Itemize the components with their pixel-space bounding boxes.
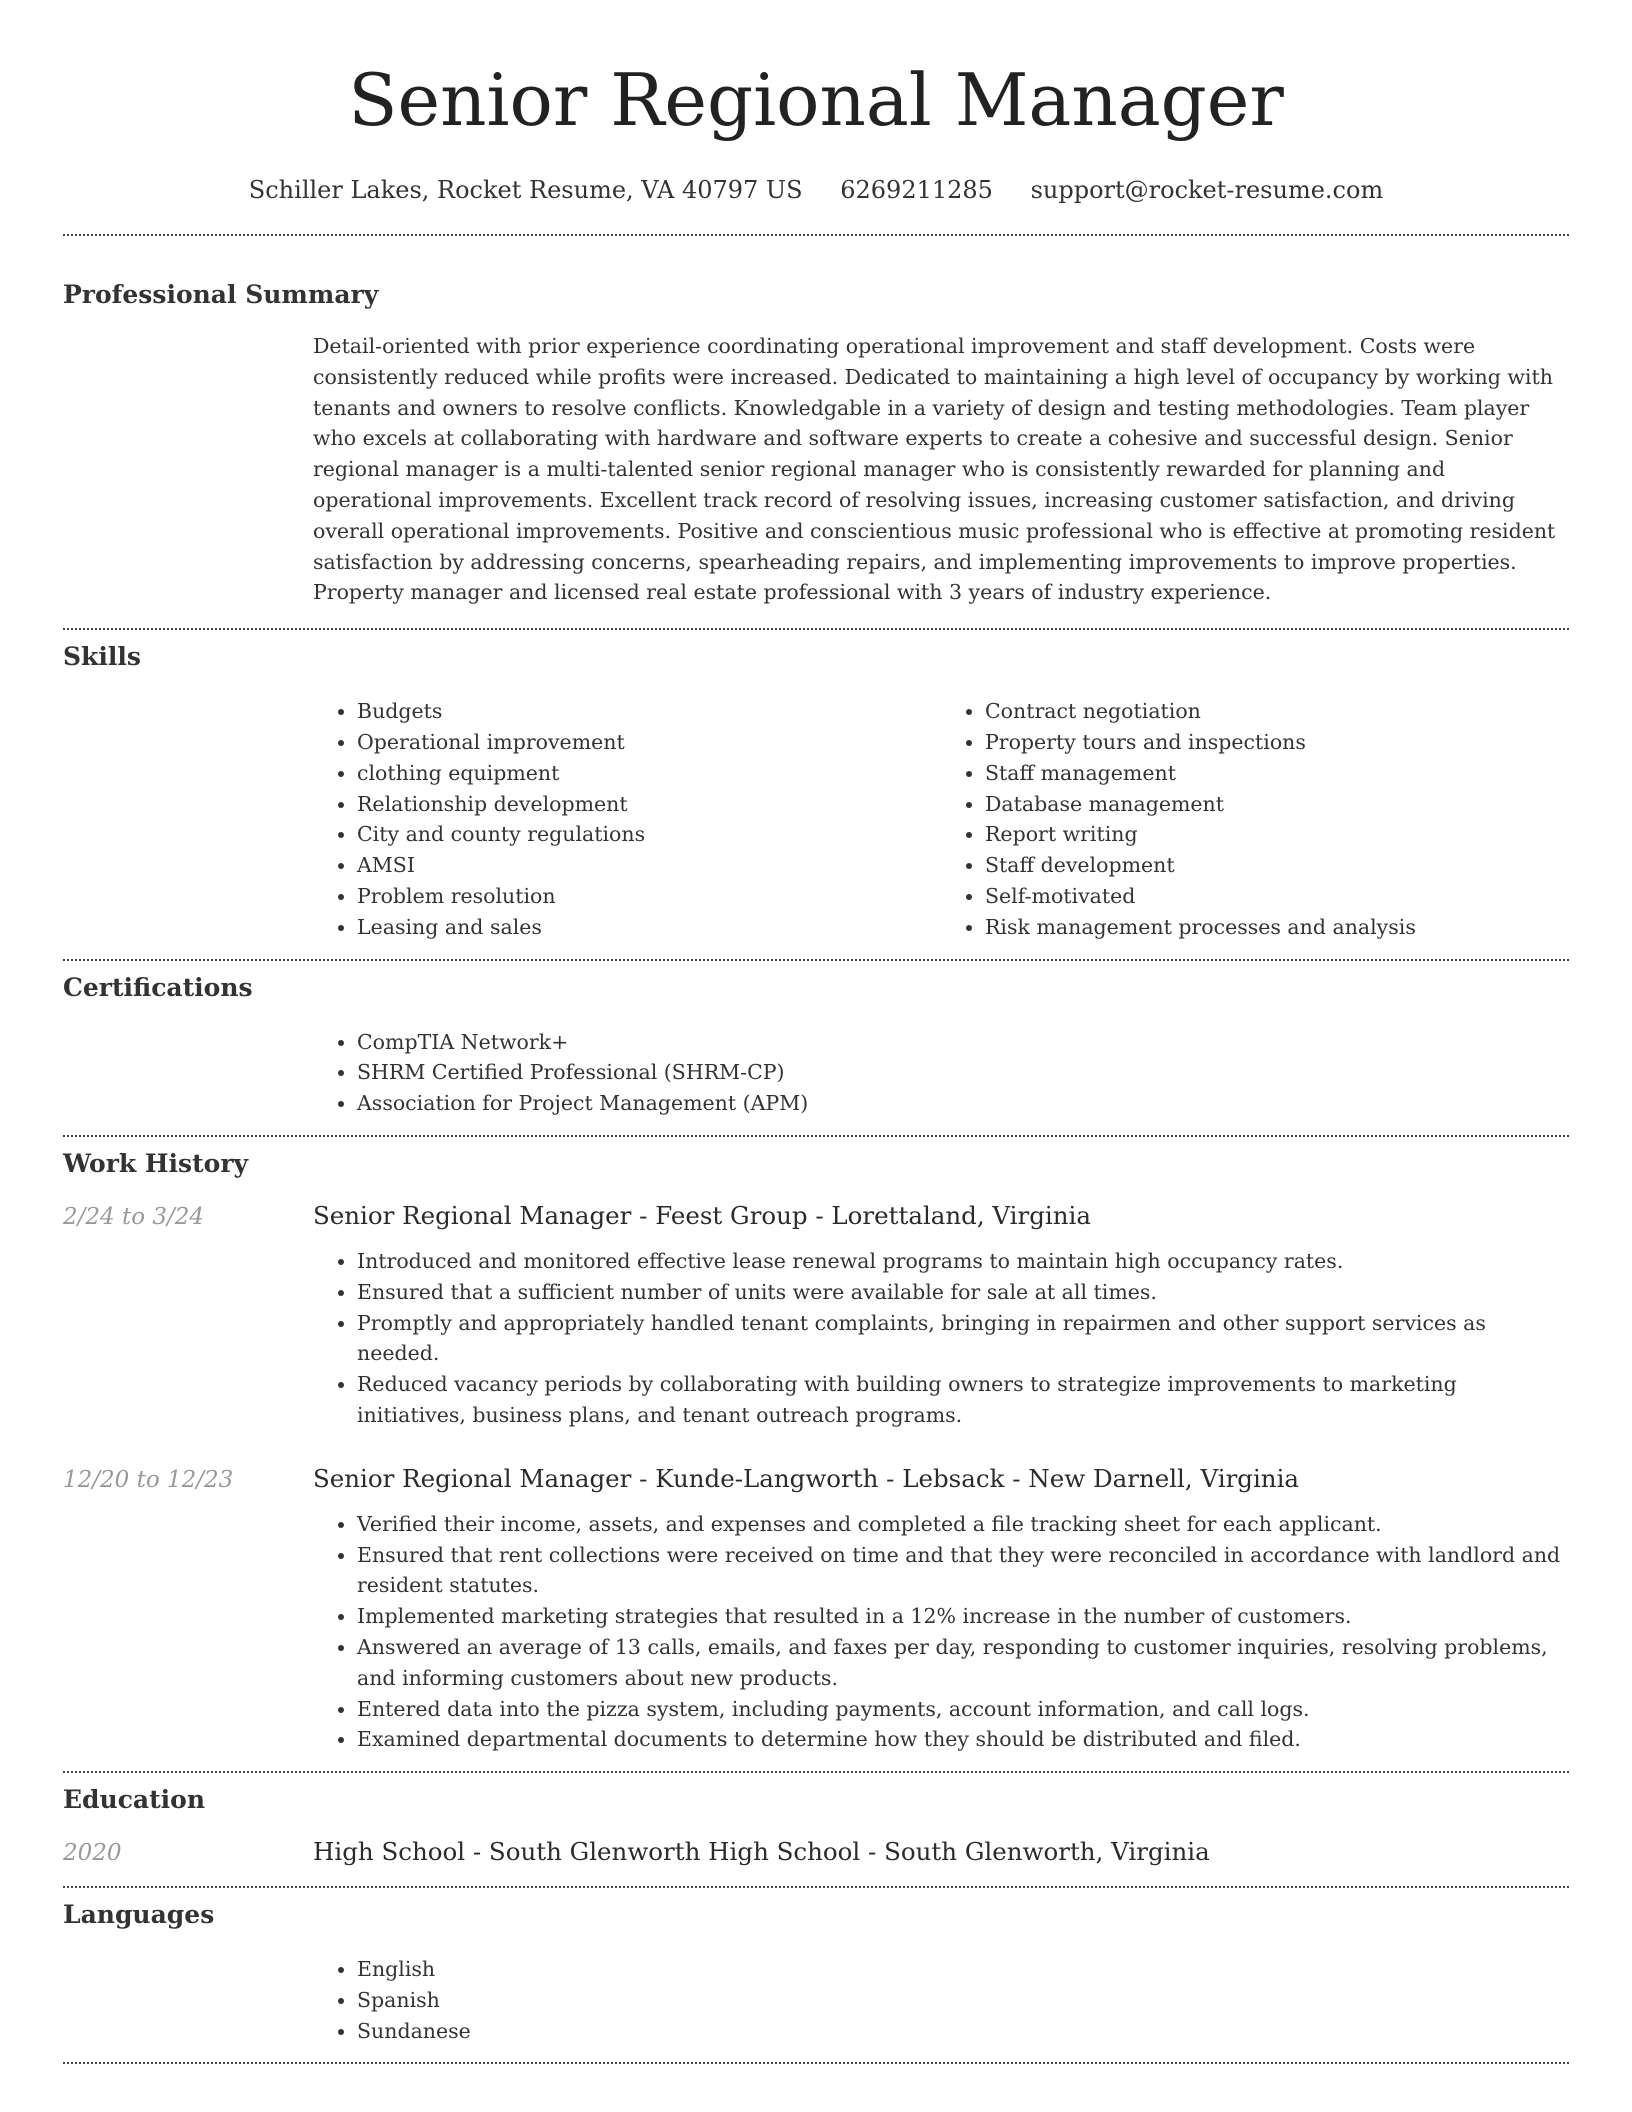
job-bullet: • Ensured that rent collections were received on time and that they were reconciled in accordance with landlord and resident statutes. bbox=[357, 1540, 1569, 1602]
skills-list-left bbox=[313, 696, 941, 942]
language-item: • Spanish bbox=[357, 1985, 1569, 2016]
skill-item: • AMSI bbox=[357, 850, 941, 881]
education-section bbox=[63, 1773, 1569, 1866]
job-bullet: • Introduced and monitored effective lease renewal programs to maintain high occupancy rates. bbox=[357, 1246, 1569, 1277]
contact-line bbox=[63, 174, 1569, 206]
education-heading: Education bbox=[63, 1785, 206, 1815]
skill-item: • clothing equipment bbox=[357, 758, 941, 789]
job-entry bbox=[63, 1464, 1569, 1755]
job-bullet: • Ensured that a sufficient number of units were available for sale at all times. bbox=[357, 1277, 1569, 1308]
skill-item: • Relationship development bbox=[357, 789, 941, 820]
job-bullet: • Implemented marketing strategies that resulted in a 12% increase in the number of customers. bbox=[357, 1601, 1569, 1632]
skill-item: • Problem resolution bbox=[357, 881, 941, 912]
skills-section bbox=[63, 630, 1569, 942]
job-title: Senior Regional Manager - Kunde-Langworth - Lebsack - New Darnell, Virginia bbox=[313, 1463, 1300, 1493]
summary-section bbox=[63, 236, 1569, 608]
skill-item: • Report writing bbox=[985, 819, 1569, 850]
job-title: Senior Regional Manager - Feest Group - Lorettaland, Virginia bbox=[313, 1200, 1091, 1230]
work-heading: Work History bbox=[63, 1148, 249, 1178]
skill-item: • Database management bbox=[985, 789, 1569, 820]
certification-item: • Association for Project Management (APM) bbox=[357, 1088, 1569, 1119]
certifications-section bbox=[63, 961, 1569, 1119]
certification-item: • CompTIA Network+ bbox=[357, 1027, 1569, 1058]
skill-item: • Property tours and inspections bbox=[985, 727, 1569, 758]
skill-item: • Staff development bbox=[985, 850, 1569, 881]
job-bullet: • Promptly and appropriately handled tenant complaints, bringing in repairmen and other support services as needed. bbox=[357, 1308, 1569, 1370]
language-item: • Sundanese bbox=[357, 2016, 1569, 2047]
skill-item: • City and county regulations bbox=[357, 819, 941, 850]
contact-address: Schiller Lakes, Rocket Resume, VA 40797 US bbox=[248, 176, 803, 204]
skills-list-right bbox=[941, 696, 1569, 942]
skill-item: • Self-motivated bbox=[985, 881, 1569, 912]
education-degree: High School - South Glenworth High School - South Glenworth, Virginia bbox=[313, 1837, 1210, 1867]
job-bullet: • Entered data into the pizza system, including payments, account information, and call logs. bbox=[357, 1694, 1569, 1725]
summary-heading: Professional Summary bbox=[63, 280, 379, 309]
languages-heading: Languages bbox=[63, 1900, 215, 1930]
job-bullet: • Verified their income, assets, and expenses and completed a file tracking sheet for each applicant. bbox=[357, 1509, 1569, 1540]
job-bullet: • Reduced vacancy periods by collaborating with building owners to strategize improvements to marketing initiatives, business plans, and tenant outreach programs. bbox=[357, 1369, 1569, 1431]
skill-item: • Risk management processes and analysis bbox=[985, 912, 1569, 943]
skill-item: • Budgets bbox=[357, 696, 941, 727]
summary-text: Detail-oriented with prior experience coordinating operational improvement and staff development. Costs were consistently reduced while profits were increased. Dedicated to maintaining a high level of occupancy by working with tenants and owners to resolve conflicts. Knowledgable in a variety of design and testing methodologies. Team player who excels at collaborating with hardware and software experts to create a cohesive and successful design. Senior regional manager is a multi-talented senior regional manager who is consistently rewarded for planning and operational improvements. Excellent track record of resolving issues, increasing customer satisfaction, and driving overall operational improvements. Positive and conscientious music professional who is effective at promoting resident satisfaction by addressing concerns, spearheading repairs, and implementing improvements to improve properties. Property manager and licensed real estate professional with 3 years of industry experience. bbox=[313, 334, 1556, 605]
education-year: 2020 bbox=[63, 1840, 122, 1867]
skills-heading: Skills bbox=[63, 642, 141, 672]
job-entry bbox=[63, 1201, 1569, 1431]
skill-item: • Leasing and sales bbox=[357, 912, 941, 943]
skill-item: • Staff management bbox=[985, 758, 1569, 789]
language-item: • English bbox=[357, 1954, 1569, 1985]
skill-item: • Contract negotiation bbox=[985, 696, 1569, 727]
languages-list bbox=[313, 1954, 1569, 2046]
job-bullets bbox=[313, 1246, 1569, 1431]
languages-section bbox=[63, 1888, 1569, 2046]
certification-item: • SHRM Certified Professional (SHRM-CP) bbox=[357, 1057, 1569, 1088]
contact-email: support@rocket-resume.com bbox=[1030, 176, 1384, 204]
job-bullets bbox=[313, 1509, 1569, 1755]
job-dates: 12/20 to 12/23 bbox=[63, 1466, 234, 1493]
job-dates: 2/24 to 3/24 bbox=[63, 1203, 205, 1230]
contact-phone: 6269211285 bbox=[840, 176, 993, 204]
certifications-heading: Certifications bbox=[63, 972, 253, 1002]
job-bullet: • Examined departmental documents to determine how they should be distributed and filed. bbox=[357, 1724, 1569, 1755]
resume-name: Senior Regional Manager bbox=[348, 58, 1284, 142]
work-section bbox=[63, 1137, 1569, 1755]
certifications-list bbox=[313, 1027, 1569, 1119]
skill-item: • Operational improvement bbox=[357, 727, 941, 758]
section-divider bbox=[63, 2062, 1569, 2064]
job-bullet: • Answered an average of 13 calls, emails, and faxes per day, responding to customer inquiries, resolving problems, and informing customers about new products. bbox=[357, 1632, 1569, 1694]
